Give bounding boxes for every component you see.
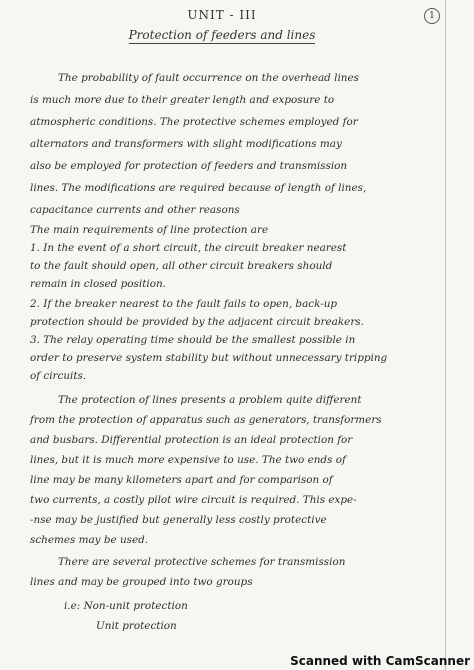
text-line: order to preserve system stability but without unnecessary tripping [30,352,388,364]
page-title-text: Protection of feeders and lines [128,28,316,42]
text-line: capacitance currents and other reasons [30,204,240,216]
text-line: two currents, a costly pilot wire circuit is required. This expe- [30,494,357,506]
unit-heading: UNIT - III [187,8,257,22]
scanner-watermark: Scanned with CamScanner [290,654,470,668]
text-line: Unit protection [96,620,177,632]
text-line: atmospheric conditions. The protective schemes employed for [30,116,358,128]
text-line: The protection of lines presents a problem quite different [58,394,362,406]
text-line: 1. In the event of a short circuit, the circuit breaker nearest [30,242,347,254]
text-line: The main requirements of line protection are [30,224,269,236]
text-line: lines and may be grouped into two groups [30,576,253,588]
text-line: line may be many kilometers apart and for comparison of [30,474,333,486]
text-line: protection should be provided by the adjacent circuit breakers. [30,316,364,328]
page-number: 1 [424,8,440,24]
text-line: alternators and transformers with slight modifications may [30,138,342,150]
text-line: 2. If the breaker nearest to the fault fails to open, back-up [30,298,338,310]
page-title [0,28,444,42]
text-line: i.e: Non-unit protection [64,600,188,612]
text-line: from the protection of apparatus such as generators, transformers [30,414,382,426]
text-line: -nse may be justified but generally less costly protective [30,514,327,526]
text-line: is much more due to their greater length and exposure to [30,94,335,106]
text-line: schemes may be used. [30,534,149,546]
text-line: The probability of fault occurrence on the overhead lines [58,72,359,84]
margin-line [445,0,446,670]
text-line: 3. The relay operating time should be the smallest possible in [30,334,356,346]
text-line: and busbars. Differential protection is an ideal protection for [30,434,353,446]
text-line: of circuits. [30,370,87,382]
text-line: to the fault should open, all other circuit breakers should [30,260,333,272]
text-line: also be employed for protection of feeders and transmission [30,160,348,172]
text-line: remain in closed position. [30,278,166,290]
text-line: There are several protective schemes for transmission [58,556,346,568]
text-line: lines, but it is much more expensive to use. The two ends of [30,454,346,466]
text-line: lines. The modifications are required because of length of lines, [30,182,367,194]
